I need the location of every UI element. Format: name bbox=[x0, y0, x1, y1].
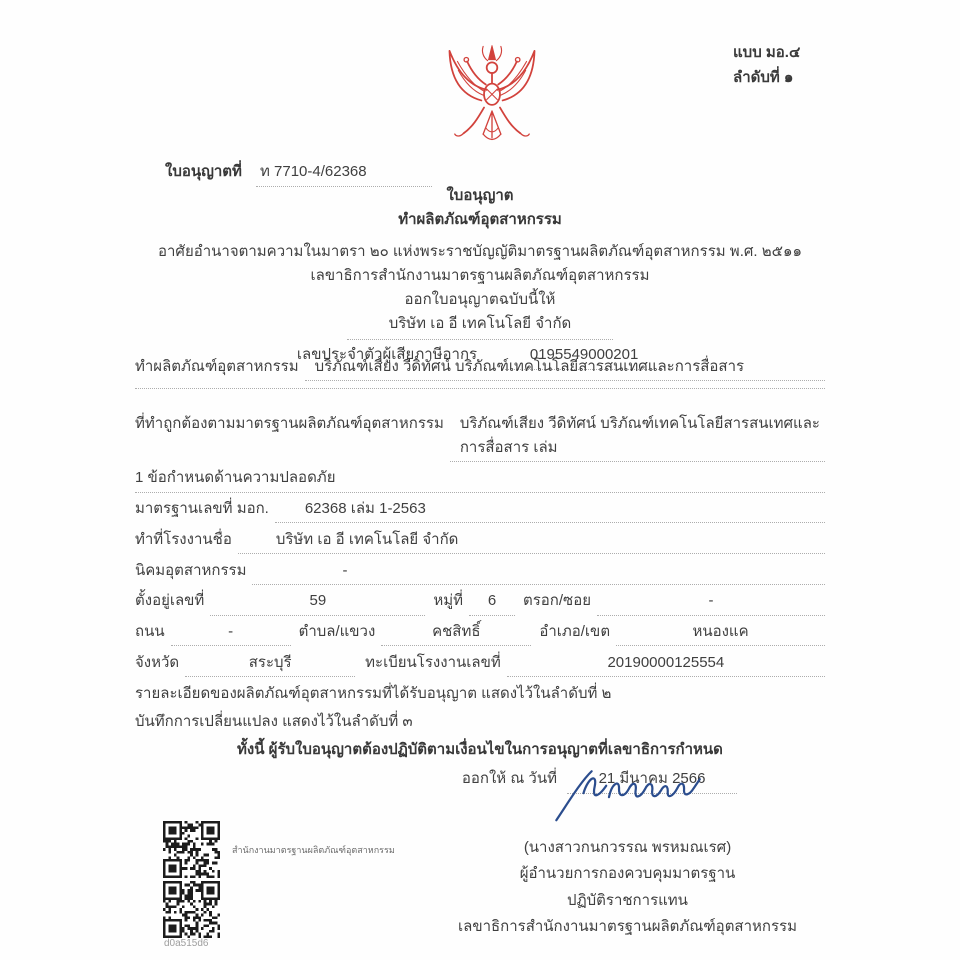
qr-row-1 bbox=[163, 821, 493, 878]
tax-id-value: 0195549000201 bbox=[505, 343, 663, 370]
detail-note: รายละเอียดของผลิตภัณฑ์อุตสาหกรรมที่ได้รับอนุญาต แสดงไว้ในลำดับที่ ๒ bbox=[135, 684, 612, 702]
issuer-line: เลขาธิการสำนักงานมาตรฐานผลิตภัณฑ์อุตสาหกรรม bbox=[310, 266, 650, 284]
garuda-icon bbox=[438, 42, 546, 166]
grant-line: ออกใบอนุญาตฉบับนี้ให้ bbox=[404, 291, 556, 308]
moo-label: หมู่ที่ bbox=[433, 592, 463, 610]
field-row-road bbox=[135, 620, 825, 646]
factory-name-value: บริษัท เอ อี เทคโนโลยี จำกัด bbox=[238, 528, 825, 554]
company-name: บริษัท เอ อี เทคโนโลยี จำกัด bbox=[347, 312, 614, 339]
qr-row-2 bbox=[163, 881, 493, 950]
amphoe-value: หนองแค bbox=[616, 620, 825, 646]
signer-name: (นางสาวกนกวรรณ พรหมณเรศ) bbox=[523, 838, 732, 856]
issued-date-value: 21 มีนาคม 2566 bbox=[567, 767, 737, 793]
standard-no-label: มาตรฐานเลขที่ มอก. bbox=[135, 500, 269, 517]
conform-value-line2: 1 ข้อกำหนดด้านความปลอดภัย bbox=[135, 469, 336, 487]
field-row-standard-no bbox=[135, 497, 825, 523]
field-row-conform-line2 bbox=[135, 466, 825, 492]
form-code-block bbox=[733, 40, 800, 90]
signer-title-1: ผู้อำนวยการกองควบคุมมาตรฐาน bbox=[519, 865, 736, 882]
garuda-emblem bbox=[438, 42, 546, 166]
legal-basis-line: อาศัยอำนาจตามความในมาตรา ๒๐ แห่งพระราชบัญญัติมาตรฐานผลิตภัณฑ์อุตสาหกรรม พ.ศ. ๒๕๑๑ bbox=[157, 242, 802, 260]
license-number-label: ใบอนุญาตที่ bbox=[165, 163, 242, 180]
soi-label: ตรอก/ซอย bbox=[523, 592, 592, 610]
standard-no-value: 62368 เล่ม 1-2563 bbox=[275, 497, 825, 523]
tax-id-label: เลขประจำตัวผู้เสียภาษีอากร bbox=[296, 345, 478, 363]
field-row-factory-name bbox=[135, 528, 825, 554]
factory-name-label: ทำที่โรงงานชื่อ bbox=[135, 530, 232, 548]
signer-title-3: เลขาธิการสำนักงานมาตรฐานผลิตภัณฑ์อุตสาหกรรม bbox=[458, 918, 797, 935]
signature-scribble bbox=[538, 757, 717, 827]
product-value: บริภัณฑ์เสียง วีดิทัศน์ บริภัณฑ์เทคโนโลยีสารสนเทศและการสื่อสาร bbox=[305, 355, 825, 381]
qr2-caption: d0a515d6 bbox=[164, 938, 209, 949]
doc-title-line1: ใบอนุญาต bbox=[446, 187, 514, 204]
estate-value: - bbox=[252, 559, 825, 585]
field-row-province bbox=[135, 651, 825, 677]
doc-title-line2: ทำผลิตภัณฑ์อุตสาหกรรม bbox=[398, 211, 562, 229]
tambon-value: คชสิทธิ์ bbox=[381, 620, 531, 646]
sequence-number: ลำดับที่ ๑ bbox=[733, 69, 794, 86]
qr1-caption: สำนักงานมาตรฐานผลิตภัณฑ์อุตสาหกรรม bbox=[232, 844, 395, 855]
moo-value: 6 bbox=[469, 589, 515, 615]
license-number-value: ท 7710-4/62368 bbox=[256, 160, 432, 187]
road-label: ถนน bbox=[135, 623, 165, 640]
soi-value: - bbox=[597, 589, 825, 615]
conform-label: ที่ทำถูกต้องตามมาตรฐานผลิตภัณฑ์อุตสาหกรรม bbox=[135, 415, 444, 433]
document-header bbox=[0, 184, 960, 371]
qr-block bbox=[163, 821, 493, 950]
signature-block bbox=[455, 763, 800, 941]
form-fields bbox=[135, 355, 825, 794]
factory-reg-value: 20190000125554 bbox=[507, 651, 825, 677]
change-note: บันทึกการเปลี่ยนแปลง แสดงไว้ในลำดับที่ ๓ bbox=[135, 712, 413, 730]
road-value: - bbox=[171, 620, 291, 646]
issued-date-label: ออกให้ ณ วันที่ bbox=[461, 770, 557, 788]
address-no-value: 59 bbox=[210, 589, 425, 615]
field-row-conform bbox=[135, 412, 825, 462]
field-row-blank bbox=[135, 386, 825, 408]
company-name-row bbox=[0, 312, 960, 339]
blank-continuation-line bbox=[135, 386, 825, 389]
province-value: สระบุรี bbox=[185, 651, 355, 677]
condition-line: ทั้งนี้ ผู้รับใบอนุญาตต้องปฏิบัติตามเงื่อนไขในการอนุญาตที่เลขาธิการกำหนด bbox=[237, 741, 723, 758]
qr-code-1 bbox=[163, 821, 220, 878]
field-row-address bbox=[135, 589, 825, 615]
estate-label: นิคมอุตสาหกรรม bbox=[135, 561, 247, 579]
conform-value: บริภัณฑ์เสียง วีดิทัศน์ บริภัณฑ์เทคโนโลยีสารสนเทศและการสื่อสาร เล่ม bbox=[450, 412, 825, 462]
field-row-industrial-estate bbox=[135, 559, 825, 585]
product-label: ทำผลิตภัณฑ์อุตสาหกรรม bbox=[135, 358, 299, 375]
tambon-label: ตำบล/แขวง bbox=[298, 623, 376, 640]
form-code: แบบ มอ.๔ bbox=[733, 44, 801, 61]
field-row-product bbox=[135, 355, 825, 381]
factory-reg-label: ทะเบียนโรงงานเลขที่ bbox=[365, 653, 501, 671]
qr-code-2 bbox=[163, 881, 220, 938]
signer-title-2: ปฏิบัติราชการแทน bbox=[567, 891, 688, 909]
amphoe-label: อำเภอ/เขต bbox=[539, 623, 611, 640]
province-label: จังหวัด bbox=[135, 653, 180, 671]
address-no-label: ตั้งอยู่เลขที่ bbox=[135, 592, 205, 610]
